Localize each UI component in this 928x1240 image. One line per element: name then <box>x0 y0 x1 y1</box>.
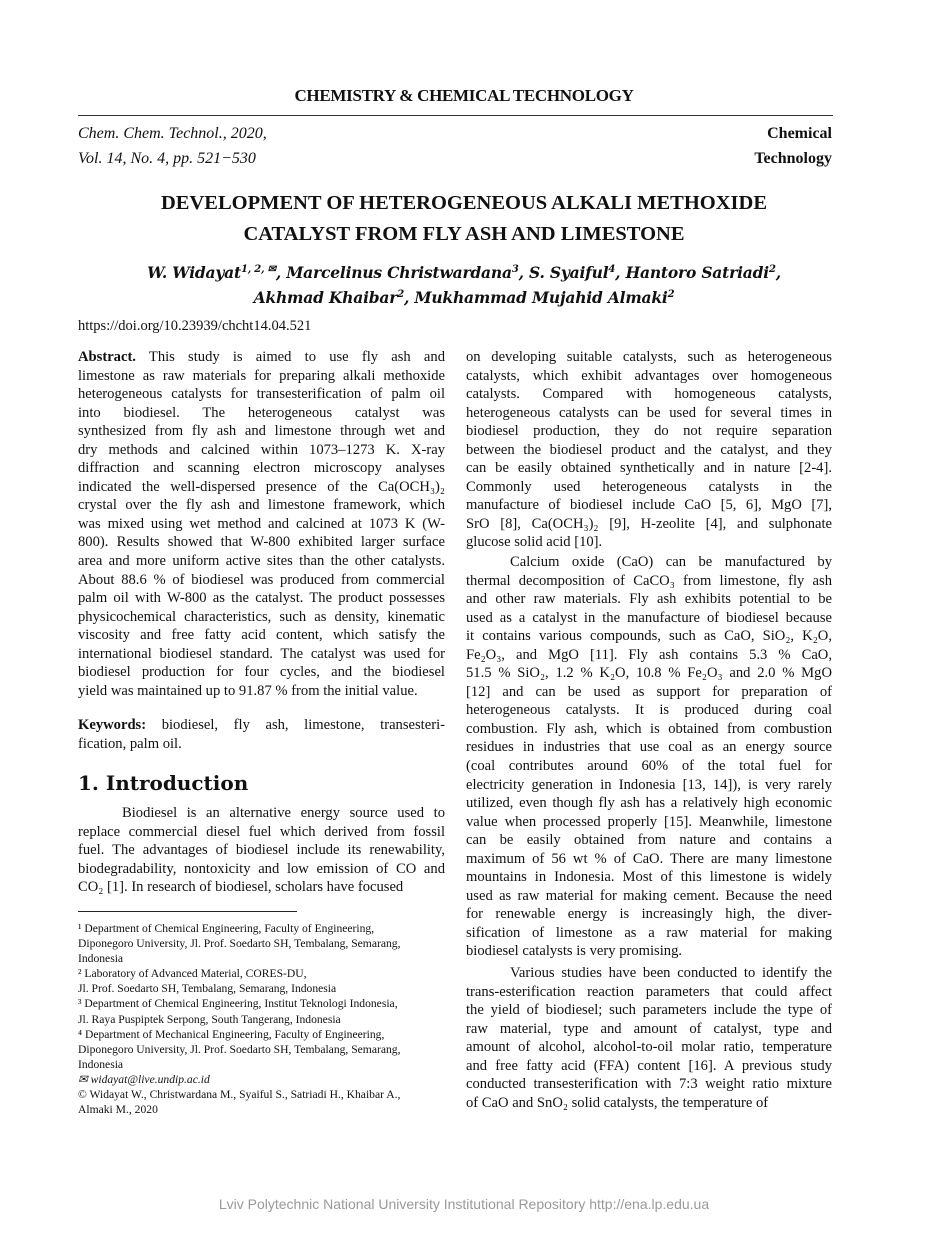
line-text: can be easily obtained synthetically and in nature [2-4]. <box>466 460 832 477</box>
line-text: used as raw material for making cement. Because the need <box>466 887 832 904</box>
line-text: [12] and can be used as support for preparation of <box>466 683 832 700</box>
line-text: heterogeneous catalysts can be used for several times in <box>466 404 832 421</box>
line-text: indicated the well-dispersed presence of the Ca(OCH₃)₂ <box>78 478 445 495</box>
text-line <box>466 1094 832 1113</box>
author-affiliation: 2 <box>397 289 404 301</box>
line-text: crystal over the fly ash and limestone framework, which <box>78 497 445 514</box>
author-affiliation: 3 <box>511 264 519 275</box>
line-text: and free fatty acid (FFA) content [16]. A previous study <box>466 1057 832 1074</box>
line-text: biodiesel production, they do not require separation <box>466 423 832 440</box>
line-text: into biodiesel. The heterogeneous catalyst was <box>78 404 445 421</box>
line-text: it contains various compounds, such as CaO, SiO₂, K₂O, <box>466 628 832 645</box>
author-line <box>0 259 928 284</box>
author-name: Hantoro Satriadi <box>625 263 769 283</box>
line-text: catalysts, which exhibit advantages over homogeneous <box>466 367 832 384</box>
text-line <box>466 348 832 367</box>
affiliation-line: ² Laboratory of Advanced Material, CORES-DU, <box>78 967 307 981</box>
author-name: Akhmad Khaibar <box>253 288 398 308</box>
text-line <box>466 983 832 1002</box>
affiliation-line: Indonesia <box>78 1057 124 1071</box>
line-text: This study is aimed to use fly ash and <box>135 349 445 365</box>
lead-label: Keywords: <box>78 717 147 733</box>
line-text: and other raw materials. Fly ash exhibits potential to be <box>466 591 832 608</box>
article-title <box>0 188 928 250</box>
journal-citation: Chem. Chem. Technol., 2020, <box>78 125 267 142</box>
text-line <box>466 868 832 887</box>
line-text: biodiesel catalysts is very promising. <box>466 943 683 960</box>
text-line <box>78 608 445 627</box>
affiliation-line: ³ Department of Chemical Engineering, Institut Teknologi Indonesia, <box>78 997 398 1011</box>
line-text: raw material, type and amount of catalyst, type and <box>466 1020 832 1037</box>
author-list <box>0 259 928 309</box>
journal-section: Chemical <box>767 125 832 142</box>
title-line: DEVELOPMENT OF HETEROGENEOUS ALKALI METHOXIDE <box>161 192 767 214</box>
text-line <box>78 878 445 897</box>
text-line <box>466 942 832 961</box>
line-text: CO₂ [1]. In research of biodiesel, scholars have focused <box>78 879 404 896</box>
text-line <box>78 496 445 515</box>
text-line <box>78 348 445 367</box>
text-line <box>78 385 445 404</box>
line-text: (coal contributes around 60% of the total fuel for <box>466 758 832 775</box>
line-text: for renewable energy is increasingly high, the diver- <box>466 906 832 923</box>
text-line <box>466 850 832 869</box>
affiliation-line: Indonesia <box>78 952 124 966</box>
section-heading: 1. Introduction <box>78 771 249 795</box>
author-separator: , <box>775 263 781 283</box>
text-line <box>78 841 445 860</box>
text-line <box>466 738 832 757</box>
line-text: Commonly used heterogeneous catalysts in the <box>466 478 832 495</box>
running-head: CHEMISTRY & CHEMICAL TECHNOLOGY <box>294 86 634 105</box>
author-separator: , <box>615 263 626 283</box>
line-text: manufacture of biodiesel include CaO [5, 6], MgO [7], <box>466 497 832 514</box>
text-line <box>78 571 445 590</box>
affiliation-line: Jl. Prof. Soedarto SH, Tembalang, Semarang, Indonesia <box>78 982 337 996</box>
text-line <box>466 776 832 795</box>
text-line <box>466 646 832 665</box>
text-line <box>466 404 832 423</box>
line-text: maximum of 56 wt % of CaO. There are many limestone <box>466 850 832 867</box>
text-line <box>466 757 832 776</box>
text-line <box>466 422 832 441</box>
lead-label: Abstract. <box>78 349 136 365</box>
doi-link[interactable]: https://doi.org/10.23939/chcht14.04.521 <box>78 318 312 334</box>
text-line <box>466 701 832 720</box>
text-line <box>466 478 832 497</box>
text-line <box>466 609 832 628</box>
line-text: amount of alcohol, alcohol-to-oil molar ratio, temperature <box>466 1039 832 1056</box>
line-text: the yield of biodiesel; such parameters include the type of <box>466 1002 832 1019</box>
text-line <box>78 367 445 386</box>
text-line <box>466 515 832 534</box>
text-line <box>466 964 832 983</box>
text-line <box>466 1020 832 1039</box>
text-line <box>466 553 832 572</box>
text-line <box>466 533 832 552</box>
text-line <box>466 1075 832 1094</box>
author-email[interactable]: ✉ widayat@live.undip.ac.id <box>78 1072 210 1086</box>
author-separator: , <box>518 263 529 283</box>
line-text: biodiesel production for four cycles, and the biodiesel <box>78 664 445 681</box>
text-line <box>466 683 832 702</box>
line-text: catalysts. Compared with homogeneous catalysts, <box>466 386 832 403</box>
author-name: S. Syaiful <box>529 263 609 283</box>
line-text: SrO [8], Ca(OCH₃)₂ [9], H-zeolite [4], and sulphonate <box>466 515 832 532</box>
line-text: biodiesel, fly ash, limestone, transesteri- <box>146 717 445 733</box>
paragraph <box>466 348 832 552</box>
text-line <box>466 1001 832 1020</box>
text-line <box>466 367 832 386</box>
copyright-line: Almaki M., 2020 <box>78 1103 158 1117</box>
text-line <box>466 627 832 646</box>
text-line <box>78 626 445 645</box>
journal-section-2: Technology <box>754 150 832 167</box>
line-text: 51.5 % SiO₂, 1.2 % K₂O, 10.8 % Fe₂O₃ and 2.0 % MgO <box>466 665 832 682</box>
text-line <box>466 385 832 404</box>
affiliation-line: ⁴ Department of Mechanical Engineering, Faculty of Engineering, <box>78 1027 385 1041</box>
paragraph <box>466 964 832 1112</box>
text-line <box>78 716 445 735</box>
title-line: CATALYST FROM FLY ASH AND LIMESTONE <box>243 223 685 245</box>
text-line <box>78 478 445 497</box>
journal-volume: Vol. 14, No. 4, pp. 521−530 <box>78 150 256 167</box>
text-line <box>78 823 445 842</box>
line-text: fuel. The advantages of biodiesel include its renewability, <box>78 842 445 859</box>
text-line <box>466 905 832 924</box>
author-line <box>0 284 928 309</box>
author-affiliation: 1, 2, ✉ <box>240 264 276 275</box>
repository-watermark: Lviv Polytechnic National University Institutional Repository http://ena.lp.edu.ua <box>218 1196 710 1212</box>
text-line <box>466 720 832 739</box>
line-text: limestone as raw materials for preparing alkali methoxide <box>78 367 445 384</box>
text-line <box>78 533 445 552</box>
footnotes <box>78 921 448 1117</box>
text-line <box>466 664 832 683</box>
author-separator: , <box>404 288 415 308</box>
text-line <box>78 645 445 664</box>
line-text: can be easily obtained from nature and contains a <box>466 832 832 849</box>
paragraph <box>466 553 832 961</box>
text-line <box>78 459 445 478</box>
text-line <box>466 924 832 943</box>
line-text: between the biodiesel product and the catalyst, and they <box>466 441 832 458</box>
author-name: Mukhammad Mujahid Almaki <box>414 288 668 308</box>
line-text: Fe₂O₃, and MgO [11]. Fly ash contains 5.3 % CaO, <box>466 646 832 663</box>
header-rule <box>78 115 833 116</box>
line-text: area and more uniform active sites than the other catalysts. <box>78 553 445 570</box>
text-line <box>466 1057 832 1076</box>
line-text: biodegradability, nontoxicity and low emission of CO and <box>78 860 445 877</box>
line-text: Various studies have been conducted to identify the <box>510 965 832 981</box>
abstract <box>78 348 445 700</box>
line-text: dry methods and calcined within 1073–1273 K. X-ray <box>78 441 445 458</box>
line-text: combustion. Fly ash, which is obtained from combustion <box>466 720 832 737</box>
line-text: 800). Results showed that W-800 exhibited larger surface <box>78 534 445 551</box>
affiliation-line: ¹ Department of Chemical Engineering, Faculty of Engineering, <box>78 922 375 935</box>
line-text: About 88.6 % of biodiesel was produced from commercial <box>78 571 445 588</box>
text-line <box>78 589 445 608</box>
line-text: physicochemical characteristics, such as density, kinematic <box>78 608 445 625</box>
text-line <box>78 860 445 879</box>
line-text: utilized, even though fly ash has a relatively high economic <box>466 795 832 812</box>
line-text: viscosity and free fatty acid content, which satisfy the <box>78 627 445 644</box>
line-text: Calcium oxide (CaO) can be manufactured by <box>510 554 832 570</box>
text-line <box>78 804 445 823</box>
line-text: conducted transesterification with 7:3 weight ratio mixture <box>466 1076 832 1093</box>
line-text: used as a catalyst in the manufacture of biodiesel because <box>466 609 832 626</box>
text-line <box>78 682 445 701</box>
line-text: replace commercial diesel fuel which derived from fossil <box>78 823 445 840</box>
keywords <box>78 716 445 753</box>
line-text: heterogeneous catalysts for transesterification of palm oil <box>78 386 445 403</box>
line-text: on developing suitable catalysts, such as heterogeneous <box>466 349 832 365</box>
line-text: sification of limestone as a raw material for making <box>466 924 832 941</box>
text-line <box>466 459 832 478</box>
line-text: trans-esterification reaction parameters that could affect <box>466 983 832 1000</box>
line-text: international biodiesel standard. The catalyst was used for <box>78 645 445 662</box>
text-line <box>78 515 445 534</box>
text-line <box>466 813 832 832</box>
line-text: palm oil with W-800 as the catalyst. The product possesses <box>78 590 445 607</box>
line-text: was mixed using wet method and calcined at 1073 K (W- <box>78 515 445 532</box>
text-line <box>78 441 445 460</box>
text-line <box>466 441 832 460</box>
text-line <box>466 887 832 906</box>
affiliation-line: Jl. Raya Puspiptek Serpong, South Tangerang, Indonesia <box>78 1012 341 1026</box>
author-name: W. Widayat <box>147 263 241 283</box>
affiliation-line: Diponegoro University, Jl. Prof. Soedarto SH, Tembalang, Semarang, <box>78 937 401 951</box>
text-line <box>78 552 445 571</box>
text-line <box>466 1038 832 1057</box>
line-text: of CaO and SnO₂ solid catalysts, the temperature of <box>466 1094 769 1111</box>
line-text: residues in industries that use coal as an energy source <box>466 739 832 756</box>
text-line <box>466 794 832 813</box>
line-text: thermal decomposition of CaCO₃ from limestone, fly ash <box>466 572 832 589</box>
author-affiliation: 2 <box>667 289 675 301</box>
copyright-line: © Widayat W., Christwardana M., Syaiful S., Satriadi H., Khaibar A., <box>78 1088 401 1102</box>
author-separator: , <box>275 263 287 283</box>
footnote-rule <box>78 911 297 912</box>
line-text: Biodiesel is an alternative energy source used to <box>122 805 445 821</box>
text-line <box>78 404 445 423</box>
text-line <box>78 735 445 754</box>
author-affiliation: 4 <box>608 264 616 275</box>
text-line <box>78 422 445 441</box>
author-affiliation: 2 <box>768 264 776 275</box>
text-line <box>466 831 832 850</box>
line-text: fication, palm oil. <box>78 735 182 752</box>
text-line <box>466 590 832 609</box>
line-text: mountains in Indonesia. Most of this limestone is widely <box>466 869 832 886</box>
text-line <box>78 663 445 682</box>
line-text: diffraction and scanning electron microscopy analyses <box>78 460 445 477</box>
text-line <box>466 572 832 591</box>
intro-paragraph <box>78 804 445 897</box>
line-text: glucose solid acid [10]. <box>466 534 603 551</box>
line-text: value when processed properly [15]. Meanwhile, limestone <box>466 813 832 830</box>
line-text: yield was maintained up to 91.87 % from the initial value. <box>78 682 418 699</box>
line-text: heterogeneous catalysts. It is produced during coal <box>466 702 832 719</box>
line-text: synthesized from fly ash and limestone through wet and <box>78 423 445 440</box>
line-text: electricity generation in Indonesia [13, 14]), is very rarely <box>466 776 832 793</box>
affiliation-line: Diponegoro University, Jl. Prof. Soedarto SH, Tembalang, Semarang, <box>78 1042 401 1056</box>
text-line <box>466 496 832 515</box>
author-name: Marcelinus Christwardana <box>286 263 512 283</box>
